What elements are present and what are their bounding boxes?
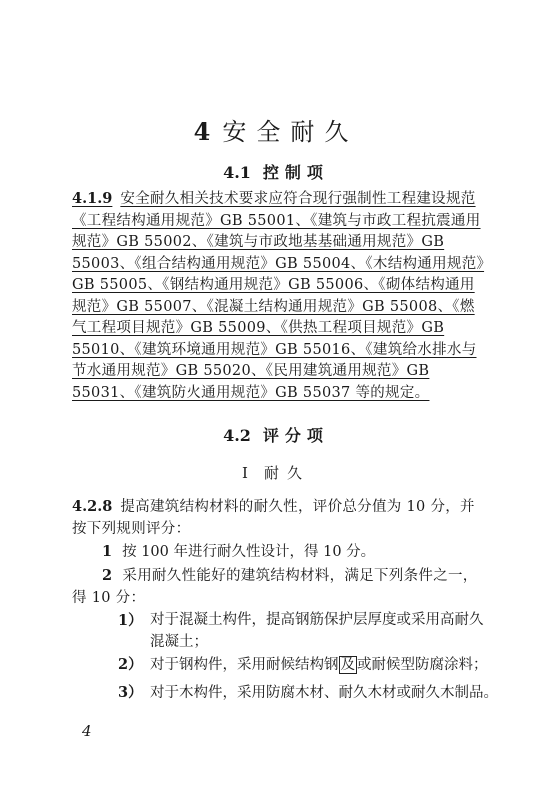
clause-4-2-8-text: 提高建筑结构材料的耐久性，评价总分值为 10 分，并按下列规则评分： — [72, 499, 475, 537]
sub-item-2-text-a: 对于钢构件，采用耐候结构钢 — [150, 657, 339, 673]
section-4-1-title: 控制项 — [262, 163, 329, 182]
section-4-2-title: 评分项 — [262, 426, 329, 445]
section-4-1-heading — [0, 160, 552, 183]
sub-item-1-row — [118, 610, 488, 653]
clause-4-1-9-body — [72, 191, 484, 401]
item-1-text: 按 100 年进行耐久性设计，得 10 分。 — [122, 544, 376, 560]
sub-item-1 — [118, 610, 488, 653]
section-4-2-number: 4.2 — [223, 426, 251, 445]
item-2 — [72, 565, 487, 609]
clause-4-1-9-number: 4.1.9 — [72, 190, 113, 207]
subsection-number: Ⅰ — [242, 464, 256, 482]
subsection-durability-heading — [0, 462, 552, 483]
item-1-number: 1 — [102, 543, 113, 560]
chapter-title-text: 安全耐久 — [222, 118, 359, 146]
item-2-text: 采用耐久性能好的建筑结构材料，满足下列条件之一，得 10 分： — [72, 568, 478, 606]
section-4-1-number: 4.1 — [223, 163, 251, 182]
sub-item-3-number: 3） — [118, 684, 143, 701]
sub-item-3 — [118, 682, 498, 705]
boxed-character: 及 — [340, 657, 355, 673]
chapter-number: 4 — [193, 117, 211, 146]
item-1 — [102, 541, 487, 564]
clause-4-2-8 — [72, 496, 487, 540]
clause-4-1-9-text: 安全耐久相关技术要求应符合现行强制性工程建设规范《工程结构通用规范》GB 55001、《建筑与市政工程抗震通用规范》GB 55002、《建筑与市政地基基础通用规范》GB 55003、《组合结构通用规范》GB 55004、《木结构通用规范》GB 55005、《钢结构通用规范》GB 55006、《砌体结构通用规范》GB 55007、《混凝土结构通用规范》GB 55008、《燃气工程项目规范》GB 55009、《供热工程项目规范》GB 55010、《建筑环境通用规范》GB 55016、《建筑给水排水与节水通用规范》GB 55020、《民用建筑通用规范》GB 55031、《建筑防火通用规范》GB 55037 等的规定。 — [72, 191, 485, 401]
clause-4-2-8-number: 4.2.8 — [72, 498, 113, 515]
sub-item-1-number: 1） — [118, 612, 143, 629]
clause-4-1-9 — [72, 188, 487, 404]
section-4-2-heading — [0, 423, 552, 446]
sub-item-2-number: 2） — [118, 656, 143, 673]
chapter-title — [0, 112, 552, 147]
sub-item-1-text: 对于混凝土构件，提高钢筋保护层厚度或采用高耐久混凝土； — [150, 612, 484, 650]
sub-item-2-text-b: 或耐候型防腐涂料； — [357, 657, 488, 673]
item-2-number: 2 — [102, 567, 113, 584]
page-number: 4 — [82, 722, 92, 740]
sub-item-2 — [118, 654, 488, 677]
subsection-title: 耐久 — [263, 464, 310, 482]
sub-item-3-text: 对于木构件，采用防腐木材、耐久木材或耐久木制品。 — [150, 685, 498, 701]
